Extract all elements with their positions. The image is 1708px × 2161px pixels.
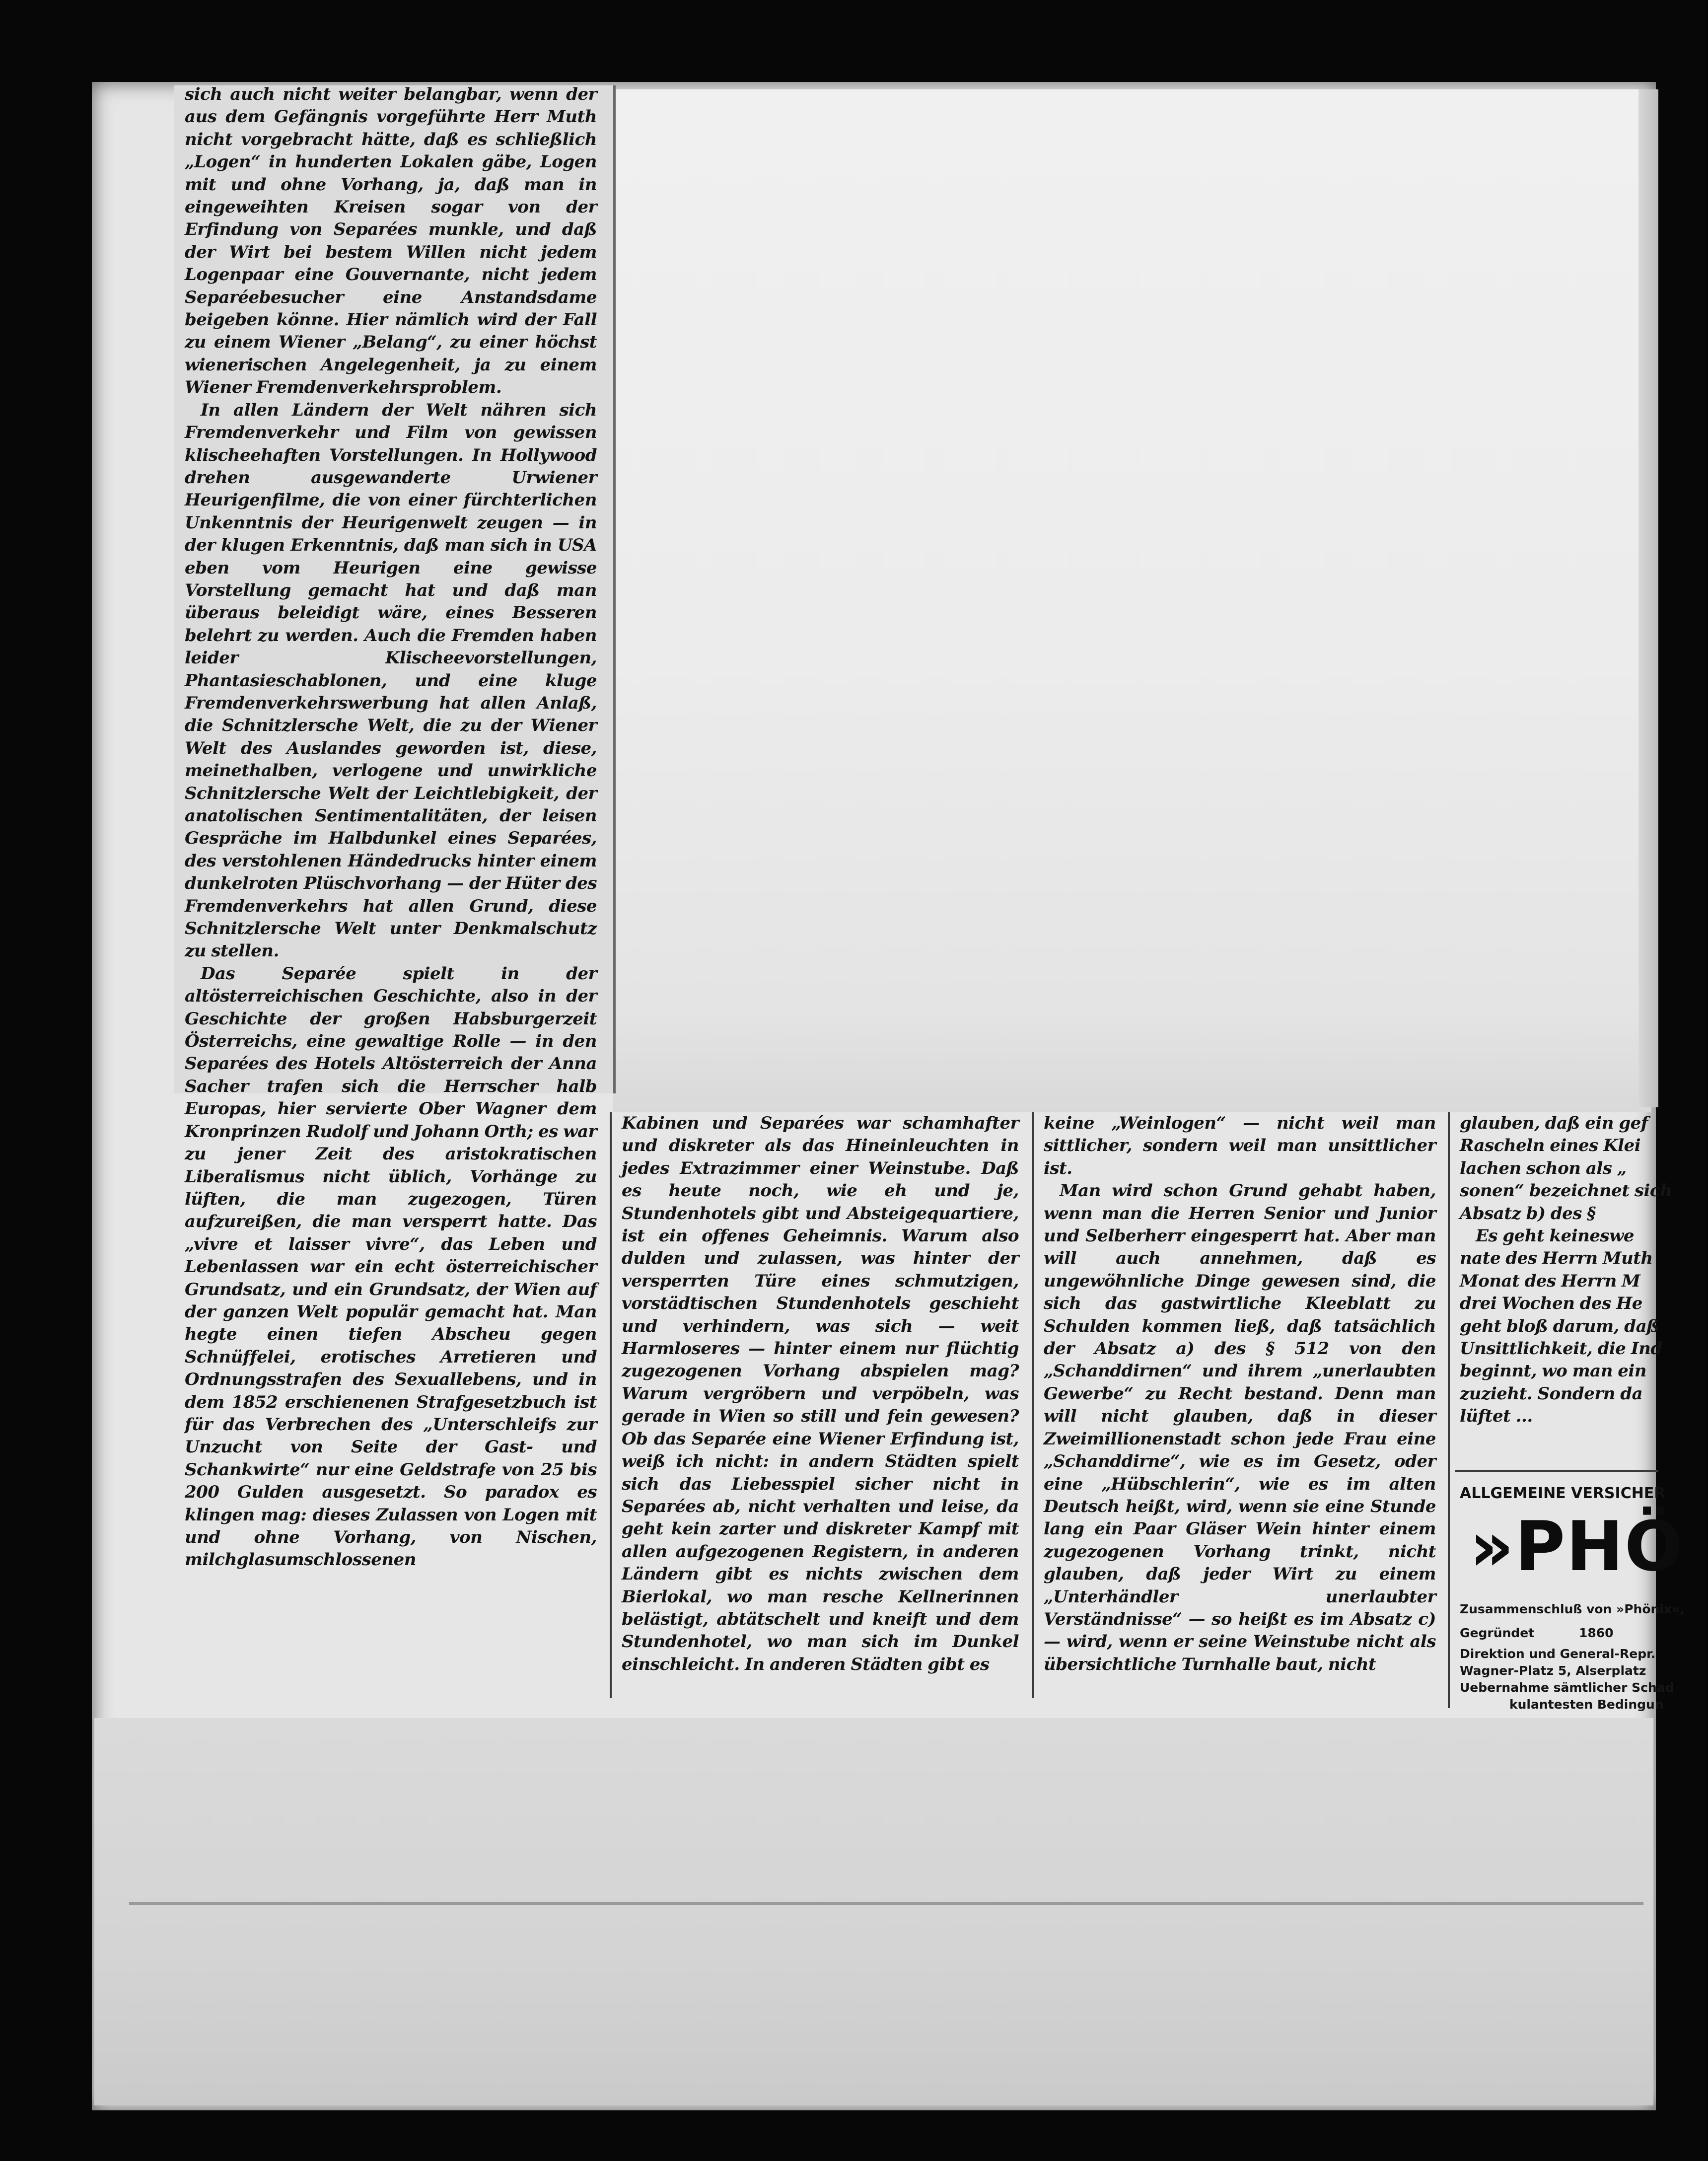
paragraph: sich auch nicht weiter belangbar, wenn der aus dem Gefängnis vorgeführte Herr Muth nicht vorgebracht hätte, daß es schließlich „Logen“ in hunderten Lokalen gäbe, Logen mit und ohne Vorhang, ja, daß man in eingeweihten Kreisen sogar von der Erfindung von Separées munkle, und daß der Wirt bei bestem Willen nicht jedem Logenpaar eine Gouvernante, nicht jedem Separéebesucher eine Anstandsdame beigeben könne. Hier nämlich wird der Fall zu einem Wiener „Belang“, zu einer höchst wienerischen Angelegenheit, ja zu einem Wiener Fremdenverkehrsproblem. [185, 84, 597, 398]
paragraph: In allen Ländern der Welt nähren sich Fremdenverkehr und Film von gewissen klischeehaften Vorstellungen. In Hollywood drehen ausgewanderte Urwiener Heurigenfilme, die von einer fürchterlichen Unkenntnis der Heurigenwelt zeugen — in der klugen Erkenntnis, daß man sich in USA eben vom Heurigen eine gewisse Vorstellung gemacht hat und daß man überaus beleidigt wäre, eines Besseren belehrt zu werden. Auch die Fremden haben leider Klischeevorstellungen, Phantasieschablonen, und eine kluge Fremdenverkehrswerbung hat allen Anlaß, die Schnitzlersche Welt, die zu der Wiener Welt des Auslandes geworden ist, diese, meinethalben, verlogene und unwirkliche Schnitzlersche Welt der Leichtlebigkeit, der anatolischen Sentimentalitäten, der leisen Gespräche im Halbdunkel eines Separées, des verstohlenen Händedrucks hinter einem dunkelroten Plüschvorhang — der Hüter des Fremdenverkehrs hat allen Grund, diese Schnitzlersche Welt unter Denkmalschutz zu stellen. [185, 400, 597, 961]
ad-founded-label: Gegründet [1460, 1626, 1535, 1640]
column-rule [1032, 1112, 1034, 1698]
article-column-4 [1460, 1112, 1673, 1460]
paragraph: keine „Weinlogen“ — nicht weil man sittlicher, sondern weil man unsittlicher ist. [1044, 1113, 1436, 1178]
ad-address-line: Uebernahme sämtlicher Schad [1460, 1680, 1674, 1695]
column-rule [610, 1112, 612, 1698]
paper-fold-line [129, 1902, 1643, 2113]
column-rule [1448, 1112, 1450, 1708]
ad-address-line: Wagner-Platz 5, Alserplatz [1460, 1663, 1646, 1678]
ad-founded-year: 1860 [1579, 1626, 1614, 1640]
paper-edge [1638, 89, 1658, 1107]
ad-address-line: kulantesten Bedingun [1509, 1697, 1664, 1712]
paragraph: glauben, daß ein gef Rascheln eines Klei lachen schon als „ sonen“ bezeichnet sich Absatz b) des § [1460, 1113, 1672, 1224]
paragraph: Man wird schon Grund gehabt haben, wenn man die Herren Senior und Junior und Selberherr eingesperrt hat. Aber man will auch annehmen, daß es ungewöhnliche Dinge gewesen sind, die sich das gastwirtliche Kleeblatt zu Schulden kommen ließ, daß tatsächlich der Absatz a) des § 512 von den „Schanddirnen“ und ihrem „unerlaubten Gewerbe“ zu Recht bestand. Denn man will nicht glauben, daß in dieser Zweimillionenstadt schon jede Frau eine „Schanddirne“, wie es im Gesetz, oder eine „Hübschlerin“, wie es im alten Deutsch heißt, wird, wenn sie eine Stunde lang ein Paar Gläser Wein hinter einem zugezogenen Vorhang trinkt, nicht glauben, daß jeder Wirt zu einem „Unterhändler unerlaubter Verständnisse“ — so heißt es im Absatz c) — wird, wenn er seine Weinstube nicht als übersichtliche Turnhalle baut, nicht [1044, 1181, 1436, 1674]
ad-address-line: Direktion und General-Repr. [1460, 1647, 1656, 1661]
ad-merger-line: Zusammenschluß von »Phönix«, [1460, 1602, 1685, 1616]
ad-top-rule [1455, 1470, 1658, 1472]
paragraph: Es geht keineswe nate des Herrn Muth Monat des Herrn M drei Wochen des He geht bloß darum, daß Unsittlichkeit, die Ind beginnt, wo man ein zuzieht. Sondern da lüftet ... [1460, 1226, 1662, 1427]
paragraph: Das Separée spielt in der altösterreichischen Geschichte, also in der Geschichte der großen Habsburgerzeit Österreichs, eine gewaltige Rolle — in den Separées des Hotels Altösterreich der Anna Sacher trafen sich die Herrscher halb Europas, hier servierte Ober Wagner dem Kronprinzen Rudolf und Johann Orth; es war zu jener Zeit des aristokratischen Liberalismus nicht üblich, Vorhänge zu lüften, die man zugezogen, Türen aufzureißen, die man versperrt hatte. Das „vivre et laisser vivre“, das Leben und Lebenlassen war ein echt österreichischer Grundsatz, und ein Grundsatz, der Wien auf der ganzen Welt populär gemacht hat. Man hegte einen tiefen Abscheu gegen Schnüffelei, erotisches Arretieren und Ordnungsstrafen des Sexuallebens, und in dem 1852 erschienenen Strafgesetzbuch ist für das Verbrechen des „Unterschleifs zur Unzucht von Seite der Gast- und Schankwirte“ nur eine Geldstrafe von 25 bis 200 Gulden ausgesetzt. So paradox es klingen mag: dieses Zulassen von Logen mit und ohne Vorhang, von Nischen, milchglasumschlossenen [185, 963, 597, 1570]
ad-header: ALLGEMEINE VERSICHER [1460, 1485, 1666, 1502]
article-column-1 [185, 83, 597, 1712]
article-column-3 [1044, 1112, 1436, 1698]
blank-paper-area [613, 89, 1651, 1112]
ad-logo: »PHÖ [1470, 1507, 1684, 1586]
article-column-2 [622, 1112, 1019, 1698]
paragraph: Kabinen und Separées war schamhafter und diskreter als das Hineinleuchten in jedes Extrazimmer einer Weinstube. Daß es heute noch, wie eh und je, Stundenhotels gibt und Absteigequartiere, ist ein offenes Geheimnis. Warum also dulden und zulassen, was hinter der versperrten Türe eines schmutzigen, vorstädtischen Stundenhotels geschieht und verhindern, was sich — weit Harmloseres — hinter einem nur flüchtig zugezogenen Vorhang abspielen mag? Warum vergröbern und verpöbeln, was gerade in Wien so still und fein gewesen? Ob das Separée eine Wiener Erfindung ist, weiß ich nicht: in andern Städten spielt sich das Liebesspiel sicher nicht in Separées ab, nicht verhalten und leise, da geht kein zarter und diskreter Kampf mit allen aufgezogenen Registern, in anderen Ländern gibt es nichts zwischen dem Bierlokal, wo man resche Kellnerinnen belästigt, abtätschelt und kneift und dem Stundenhotel, wo man sich im Dunkel einschleicht. In anderen Städten gibt es [622, 1113, 1019, 1674]
